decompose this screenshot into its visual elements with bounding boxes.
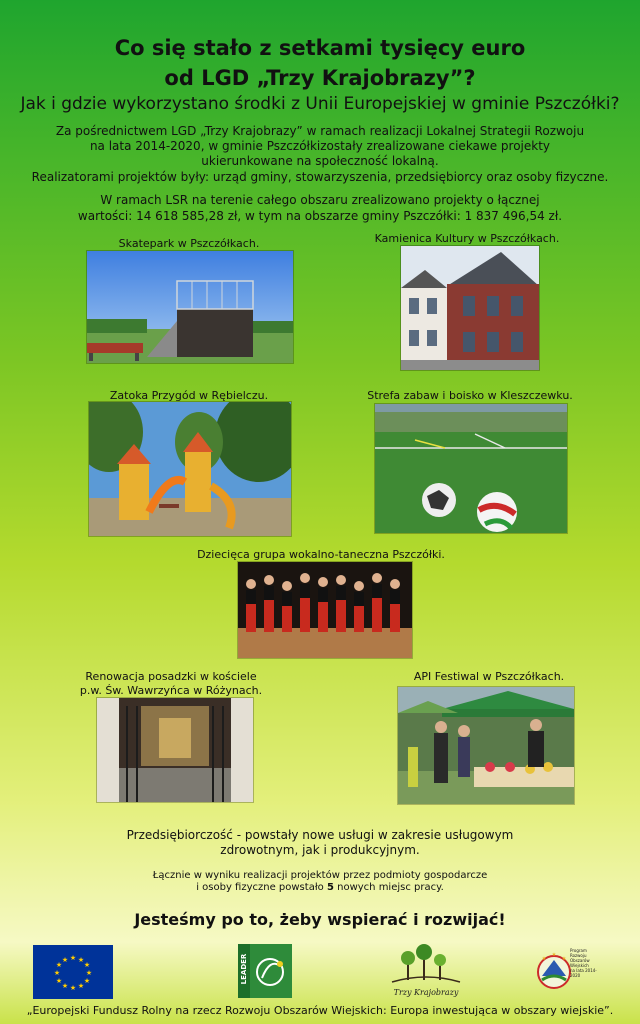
caption-zatoka: Zatoka Przygód w Rębielczu.	[109, 389, 269, 402]
svg-text:★: ★	[83, 977, 91, 985]
prow-label-5: na lata 2014-2020	[570, 968, 597, 978]
photo-zatoka	[88, 401, 292, 537]
svg-text:★: ★	[61, 982, 69, 990]
svg-text:★: ★	[77, 956, 85, 964]
caption-skatepark: Skatepark w Pszczółkach.	[118, 237, 260, 250]
photo-kamienica	[400, 245, 540, 371]
photo-api	[397, 686, 575, 805]
caption-strefa: Strefa zabaw i boisko w Kleszczewku.	[367, 389, 573, 402]
summary-line-1: Przedsiębiorczość - powstały nowe usługi w zakresie usługowym	[126, 828, 514, 842]
prow-label-2: Rozwoju	[570, 953, 587, 958]
jobs-line-2-pre: i osoby fizyczne powstało	[196, 882, 324, 893]
svg-text:★: ★	[69, 954, 77, 962]
caption-renowacja-2: p.w. Św. Wawrzyńca w Różynach.	[79, 684, 263, 697]
page-subtitle: Jak i gdzie wykorzystano środki z Unii Europejskiej w gminie Pszczółki?	[20, 94, 620, 114]
caption-kamienica: Kamienica Kultury w Pszczółkach.	[374, 232, 560, 245]
leader-logo-icon	[238, 944, 292, 998]
jobs-line-1: Łącznie w wyniku realizacji projektów przez podmioty gospodarcze	[152, 870, 488, 881]
photo-skatepark	[86, 250, 294, 364]
prow-label-4: Wiejskich	[570, 963, 589, 968]
svg-text:★: ★	[77, 982, 85, 990]
svg-text:★: ★	[61, 956, 69, 964]
intro-line-3: ukierunkowane na społeczność lokalną.	[201, 154, 439, 168]
svg-text:★: ★	[83, 961, 91, 969]
photo-renowacja	[96, 697, 254, 803]
trzy-krajobrazy-label: Trzy Krajobrazy	[393, 988, 459, 997]
intro-line-1: Za pośrednictwem LGD „Trzy Krajobrazy” w ramach realizacji Lokalnej Strategii Rozwoju	[55, 124, 585, 138]
leader-label: LEADER	[240, 953, 248, 985]
prow-label-3: Obszarów	[570, 958, 590, 963]
trzy-krajobrazy-logo-icon	[386, 944, 466, 998]
svg-text:★: ★	[85, 969, 93, 977]
svg-text:★: ★	[561, 956, 567, 962]
footer-text: „Europejski Fundusz Rolny na rzecz Rozwoju Obszarów Wiejskich: Europa inwestująca w obszary wiejskie”.	[26, 1004, 614, 1017]
caption-renowacja-1: Renowacja posadzki w kościele	[85, 670, 257, 683]
svg-text:★: ★	[551, 952, 557, 958]
slogan: Jesteśmy po to, żeby wspierać i rozwijać!	[134, 910, 506, 929]
eu-flag-icon	[33, 945, 113, 999]
intro-line-6: wartości: 14 618 585,28 zł, w tym na obszarze gminy Pszczółki: 1 837 496,54 zł.	[77, 209, 563, 223]
svg-text:★: ★	[55, 977, 63, 985]
prow-logo-icon	[536, 944, 600, 998]
svg-text:★: ★	[53, 969, 61, 977]
jobs-line-2-post: nowych miejsc pracy.	[337, 882, 444, 893]
photo-dziecieca	[237, 561, 413, 659]
page-title-line2: od LGD „Trzy Krajobrazy”?	[164, 66, 476, 90]
intro-line-4: Realizatorami projektów były: urząd gminy, stowarzyszenia, przedsiębiorcy oraz osoby fizyczne.	[31, 170, 609, 184]
jobs-line-2	[0, 882, 640, 894]
caption-dziecieca: Dziecięca grupa wokalno-taneczna Pszczółki.	[197, 548, 445, 561]
intro-line-5: W ramach LSR na terenie całego obszaru zrealizowano projekty o łącznej	[100, 193, 540, 207]
jobs-count: 5	[326, 882, 334, 893]
svg-text:★: ★	[69, 984, 77, 992]
prow-label-1: Program	[570, 948, 587, 953]
svg-text:★: ★	[541, 956, 547, 962]
page-title-line1: Co się stało z setkami tysięcy euro	[114, 36, 526, 60]
svg-text:★: ★	[55, 961, 63, 969]
photo-strefa	[374, 403, 568, 534]
caption-api: API Festiwal w Pszczółkach.	[413, 670, 565, 683]
summary-line-2: zdrowotnym, jak i produkcyjnym.	[220, 843, 420, 857]
intro-line-2: na lata 2014-2020, w gminie Pszczółkizostały zrealizowane ciekawe projekty	[89, 139, 551, 153]
